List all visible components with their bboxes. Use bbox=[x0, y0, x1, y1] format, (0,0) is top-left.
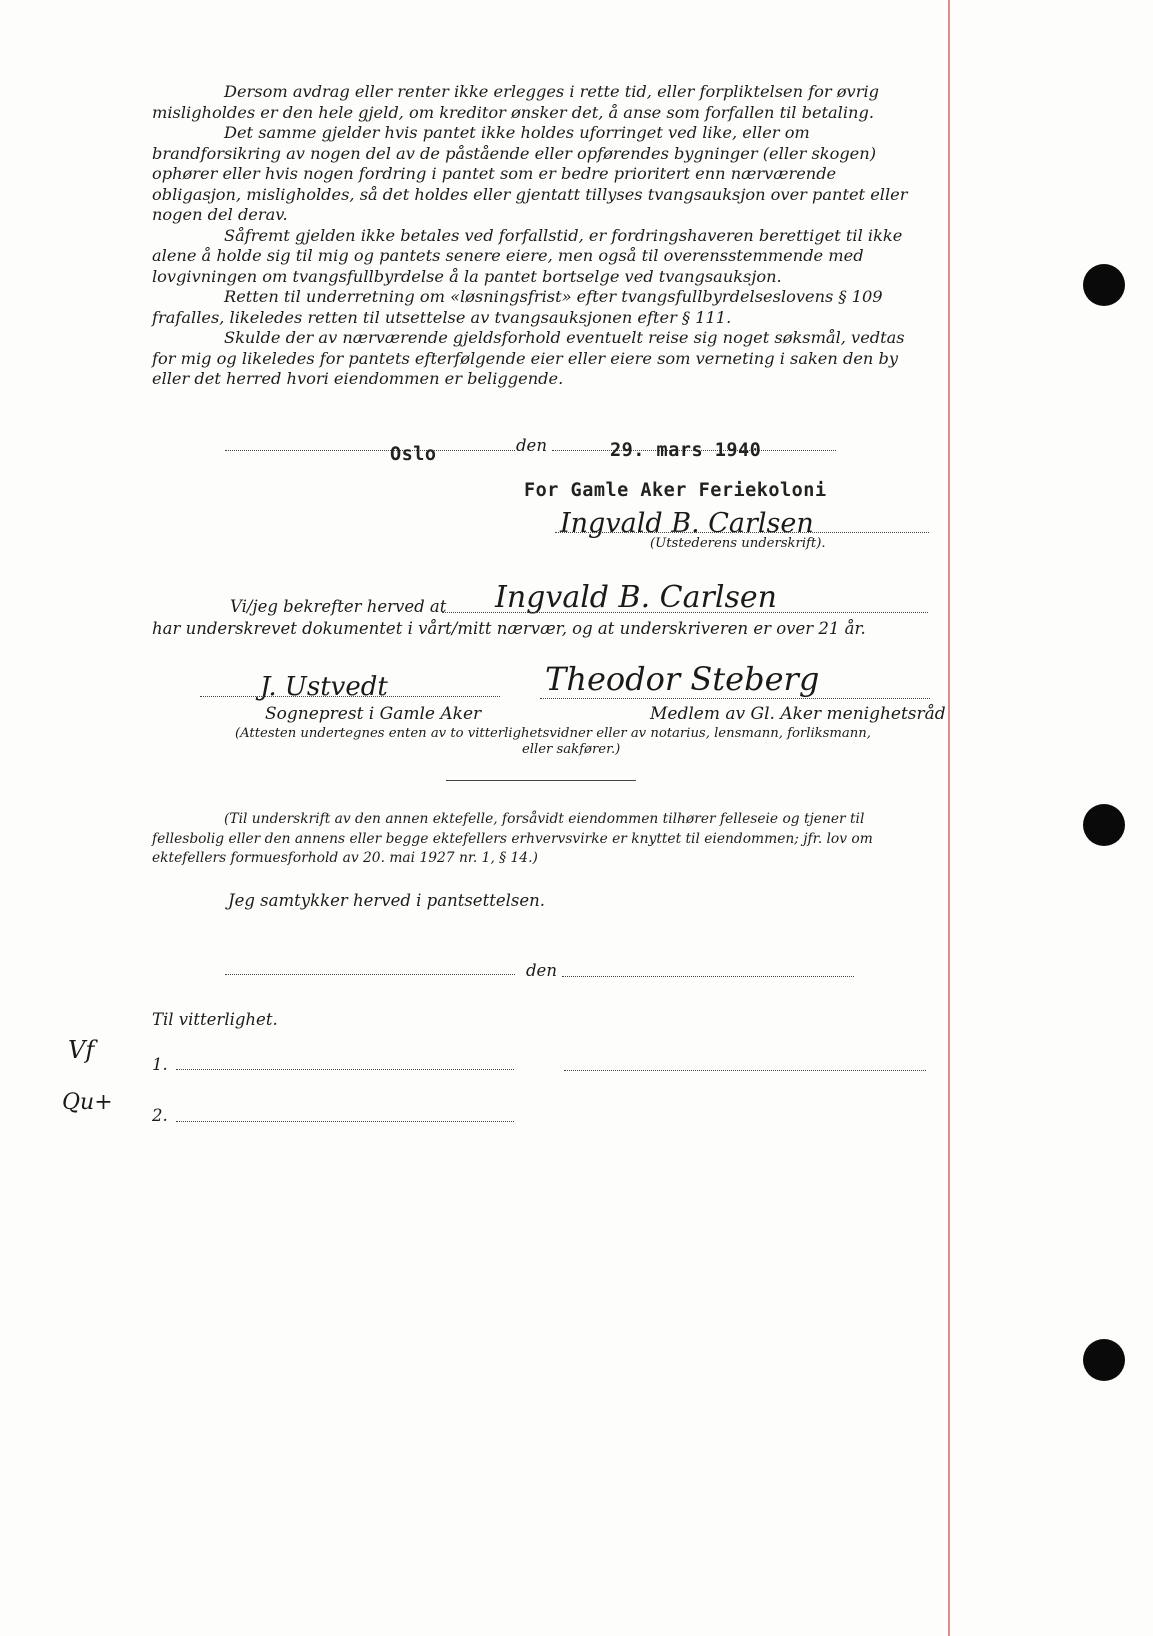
punch-hole bbox=[1083, 804, 1125, 846]
place-line bbox=[225, 450, 515, 451]
til-vitterlighet: Til vitterlighet. bbox=[152, 1010, 278, 1029]
witness1-signature: J. Ustvedt bbox=[260, 672, 388, 702]
vitterlighet-line-2 bbox=[176, 1121, 514, 1122]
witness-number-1: 1. bbox=[152, 1055, 168, 1074]
witness-name-handwritten: Ingvald B. Carlsen bbox=[495, 580, 777, 615]
consent-date-line bbox=[562, 976, 854, 977]
vitterlighet-line-1b bbox=[564, 1070, 926, 1071]
punch-hole bbox=[1083, 1339, 1125, 1381]
witness-name-line bbox=[442, 612, 928, 613]
paragraph: Dersom avdrag eller renter ikke erlegges i rette tid, eller forpliktelsen for øvrig misligholdes er den hele gjeld, om kreditor ønsker det, å anse som forfallen til betaling. bbox=[152, 82, 879, 122]
paragraph: Såfremt gjelden ikke betales ved forfallstid, er fordringshaveren berettiget til ikke alene å holde sig til mig og pantets senere eiere, men også til overensstemmende med lovgivningen om tvangsfullbyrdelse å la pantet bortselge ved tvangsauksjon. bbox=[152, 225, 903, 286]
witness1-title: Sogneprest i Gamle Aker bbox=[265, 704, 482, 724]
witness2-signature: Theodor Steberg bbox=[545, 660, 820, 698]
vitterlighet-line-1a bbox=[176, 1069, 514, 1070]
margin-mark-2: Qu+ bbox=[62, 1090, 113, 1115]
issuer-signature: Ingvald B. Carlsen bbox=[560, 508, 814, 539]
issuer: For Gamle Aker Feriekoloni bbox=[524, 480, 827, 501]
attest-note-line2: eller sakfører.) bbox=[522, 742, 621, 757]
separator-line bbox=[446, 780, 636, 781]
consent-place-line bbox=[225, 974, 515, 975]
consent-text: Jeg samtykker herved i pantsettelsen. bbox=[228, 891, 545, 910]
witness-line-end: har underskrevet dokumentet i vårt/mitt nærvær, og at underskriveren er over 21 år. bbox=[152, 619, 866, 638]
attest-note-line1: (Attesten undertegnes enten av to vitterlighetsvidner eller av notarius, lensmann, forliksmann, bbox=[235, 726, 871, 741]
date: 29. mars 1940 bbox=[610, 440, 762, 461]
witness1-line bbox=[200, 696, 500, 697]
paragraph: Retten til underretning om «løsningsfrist» efter tvangsfullbyrdelseslovens § 109 frafalles, likeledes retten til utsettelse av tvangsauksjonen efter § 111. bbox=[152, 287, 883, 327]
witness-number-2: 2. bbox=[152, 1106, 168, 1125]
den-label: den bbox=[516, 436, 547, 455]
issuer-signature-line bbox=[555, 532, 929, 533]
issuer-caption: (Utstederens underskrift). bbox=[650, 536, 826, 551]
terms-text bbox=[152, 82, 930, 390]
red-margin-line bbox=[948, 0, 950, 1636]
margin-mark-1: Vf bbox=[68, 1036, 95, 1064]
witness2-line bbox=[540, 698, 930, 699]
witness2-title: Medlem av Gl. Aker menighetsråd bbox=[650, 704, 946, 724]
spouse-note bbox=[152, 810, 930, 869]
paragraph: Det samme gjelder hvis pantet ikke holdes uforringet ved like, eller om brandforsikring av nogen del av de påstående eller opførendes bygninger (eller skogen) ophører eller hvis nogen fordring i pantet som er bedre prioritert enn nærværende obligasjon, misligholdes, så det holdes eller gjentatt tillyses tvangsauksjon over pantet eller nogen del derav. bbox=[152, 123, 908, 224]
punch-hole bbox=[1083, 264, 1125, 306]
paragraph: Skulde der av nærværende gjeldsforhold eventuelt reise sig noget søksmål, vedtas for mig og likeledes for pantets efterfølgende eier eller eiere som verneting i saken den by eller det herred hvori eiendommen er beliggende. bbox=[152, 328, 905, 388]
consent-den-label: den bbox=[526, 961, 557, 980]
spouse-note-text: (Til underskrift av den annen ektefelle, forsåvidt eiendommen tilhører felleseie og tjener til fellesbolig eller den annens eller begge ektefellers erhvervsvirke er knyttet til eiendommen; jfr. lov om ektefellers formuesforhold av 20. mai 1927 nr. 1, § 14.) bbox=[152, 811, 873, 866]
place: Oslo bbox=[390, 444, 437, 465]
witness-line-start: Vi/jeg bekrefter herved at bbox=[230, 597, 447, 616]
